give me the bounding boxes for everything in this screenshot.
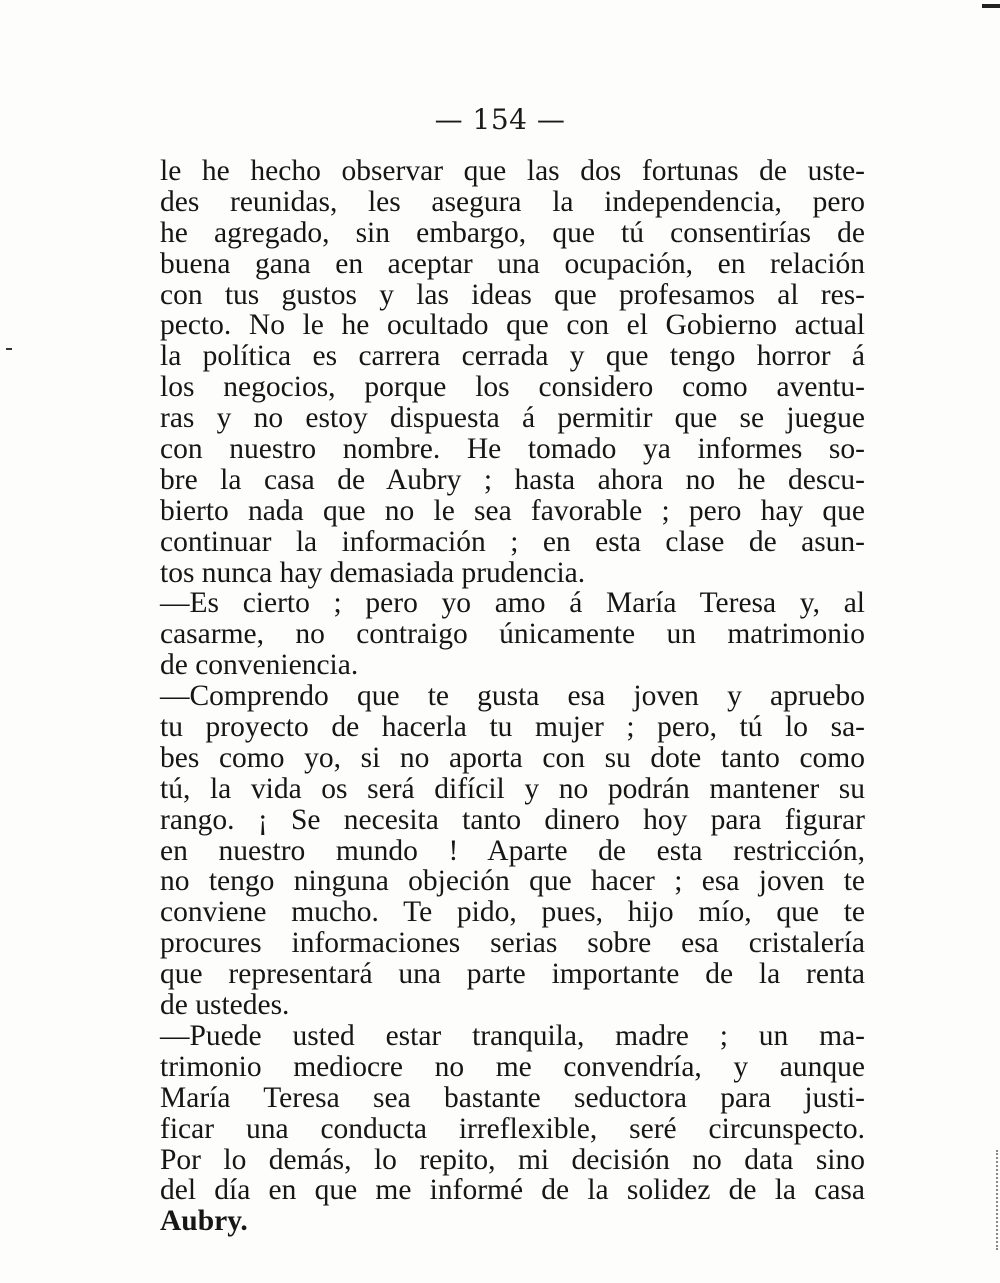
text-line: tos nunca hay demasiada prudencia. bbox=[160, 556, 586, 589]
text-line: no tengo ninguna objeción que hacer ; esa joven te bbox=[160, 865, 865, 898]
text-line: en nuestro mundo ! Aparte de esta restricción, bbox=[160, 834, 865, 867]
text-line: trimonio mediocre no me convendría, y aunque bbox=[160, 1050, 865, 1083]
text-line: bierto nada que no le sea favorable ; pero hay que bbox=[160, 494, 865, 527]
text-line: pecto. No le he ocultado que con el Gobierno actual bbox=[160, 309, 865, 342]
text-line: rango. ¡ Se necesita tanto dinero hoy para figurar bbox=[160, 803, 865, 836]
scan-edge bbox=[994, 1150, 998, 1250]
text-line: continuar la información ; en esta clase de asun- bbox=[160, 525, 865, 558]
text-line: de conveniencia. bbox=[160, 649, 359, 682]
text-line: del día en que me informé de la solidez de la casa bbox=[160, 1174, 865, 1207]
text-line: bes como yo, si no aporta con su dote tanto como bbox=[160, 741, 865, 774]
text-line: tú, la vida os será difícil y no podrán mantener su bbox=[160, 772, 865, 805]
text-line: que representará una parte importante de la renta bbox=[160, 958, 865, 991]
text-line: los negocios, porque los considero como aventu- bbox=[160, 371, 865, 404]
text-line: conviene mucho. Te pido, pues, hijo mío, que te bbox=[160, 896, 865, 929]
text-line: le he hecho observar que las dos fortunas de uste- bbox=[160, 155, 865, 187]
text-line: Por lo demás, lo repito, mi decisión no data sino bbox=[160, 1143, 865, 1176]
text-line: tu proyecto de hacerla tu mujer ; pero, tú lo sa- bbox=[160, 711, 865, 744]
page-number: — 154 — bbox=[434, 103, 566, 136]
text-line: Aubry. bbox=[160, 1205, 248, 1238]
text-line: casarme, no contraigo únicamente un matrimonio bbox=[160, 618, 865, 651]
text-line: con nuestro nombre. He tomado ya informes so- bbox=[160, 433, 865, 466]
body-text bbox=[160, 156, 865, 1237]
text-line: la política es carrera cerrada y que tengo horror á bbox=[160, 340, 865, 373]
text-line: procures informaciones serias sobre esa cristalería bbox=[160, 927, 865, 960]
text-line: —Puede usted estar tranquila, madre ; un ma- bbox=[160, 1019, 865, 1052]
text-line: he agregado, sin embargo, que tú consentirías de bbox=[160, 216, 865, 249]
text-line: de ustedes. bbox=[160, 989, 290, 1022]
text-line: —Comprendo que te gusta esa joven y apruebo bbox=[160, 680, 865, 713]
text-line: bre la casa de Aubry ; hasta ahora no he descu- bbox=[160, 463, 865, 496]
text-line: con tus gustos y las ideas que profesamos al res- bbox=[160, 278, 865, 311]
scan-mark bbox=[6, 348, 12, 350]
text-line: buena gana en aceptar una ocupación, en relación bbox=[160, 247, 865, 280]
text-line: María Teresa sea bastante seductora para justi- bbox=[160, 1081, 865, 1114]
text-line: ras y no estoy dispuesta á permitir que se juegue bbox=[160, 402, 865, 435]
text-line: des reunidas, les asegura la independencia, pero bbox=[160, 185, 865, 218]
text-line: —Es cierto ; pero yo amo á María Teresa y, al bbox=[160, 587, 865, 620]
text-line: ficar una conducta irreflexible, seré circunspecto. bbox=[160, 1112, 865, 1145]
scan-mark bbox=[982, 4, 1000, 8]
